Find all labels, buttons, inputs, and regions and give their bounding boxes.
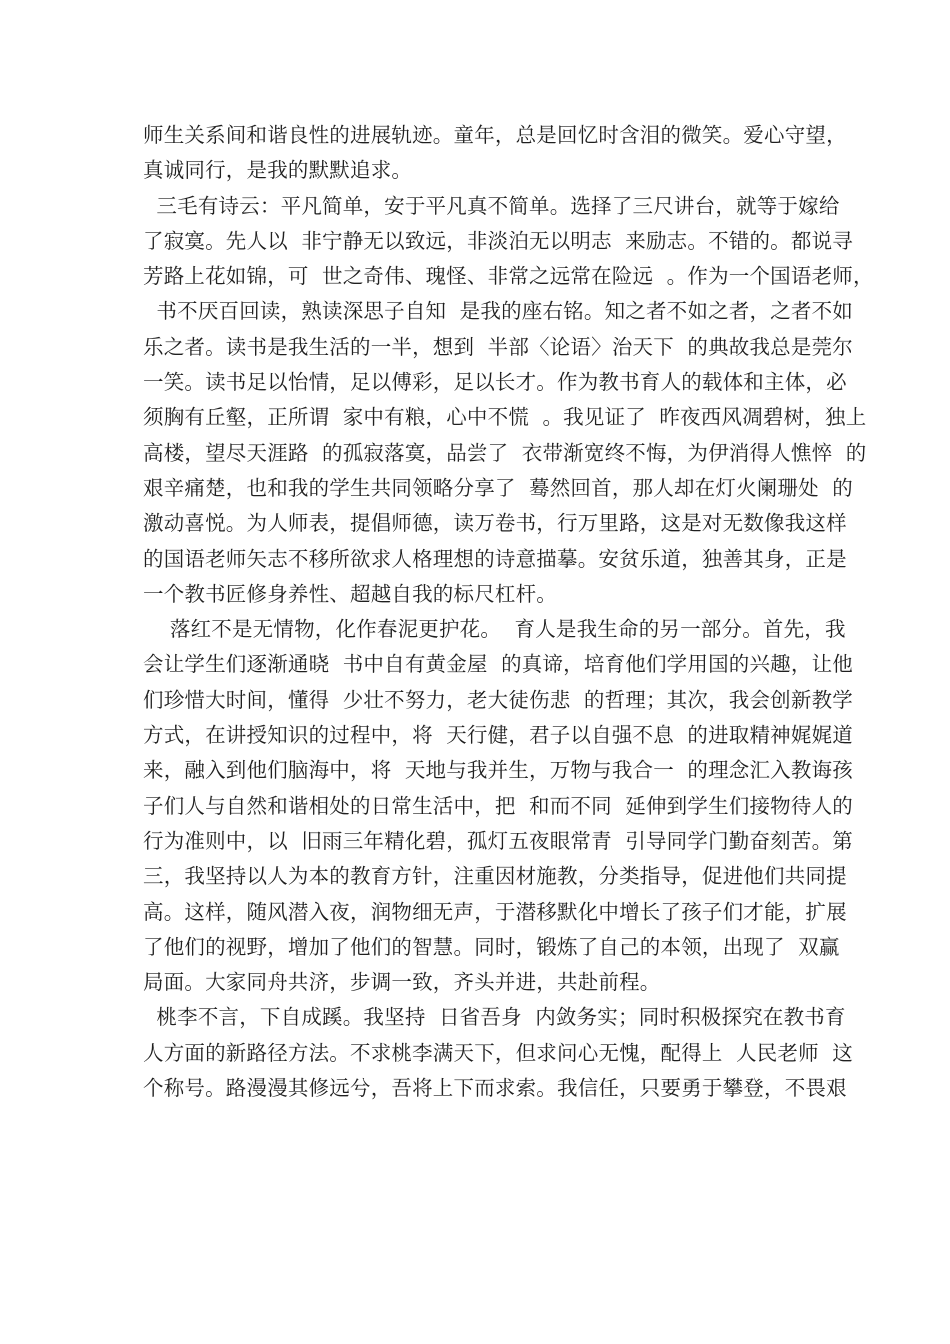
text-line: 们珍惜大时间，懂得 少壮不努力，老大徒伤悲 的哲理；其次，我会创新教学 bbox=[143, 687, 853, 712]
text-line: 芳路上花如锦，可 世之奇伟、瑰怪、非常之远常在险远 。作为一个国语老师， bbox=[143, 264, 874, 289]
text-line: 艰辛痛楚，也和我的学生共同领略分享了 蓦然回首，那人却在灯火阑珊处 的 bbox=[143, 475, 853, 500]
text-line: 会让学生们逐渐通晓 书中自有黄金屋 的真谛，培育他们学用国的兴趣，让他 bbox=[143, 652, 853, 677]
text-line: 三毛有诗云：平凡简单，安于平凡真不简单。选择了三尺讲台，就等于嫁给 bbox=[143, 193, 840, 218]
text-line: 子们人与自然和谐相处的日常生活中，把 和而不同 延伸到学生们接物待人的 bbox=[143, 793, 853, 818]
text-line: 真诚同行，是我的默默追求。 bbox=[143, 158, 413, 183]
text-line: 了他们的视野，增加了他们的智慧。同时，锻炼了自己的本领，出现了 双赢 bbox=[143, 934, 840, 959]
text-line: 高楼，望尽天涯路 的孤寂落寞，品尝了 衣带渐宽终不悔，为伊消得人憔悴 的 bbox=[143, 440, 867, 465]
text-line: 落红不是无情物，化作春泥更护花。 育人是我生命的另一部分。首先，我 bbox=[143, 617, 846, 642]
text-line: 局面。大家同舟共济，步调一致，齐头并进，共赴前程。 bbox=[143, 970, 661, 995]
text-line: 激动喜悦。为人师表，提倡师德，读万卷书，行万里路，这是对无数像我这样 bbox=[143, 511, 847, 536]
text-line: 一笑。读书足以怡情，足以傅彩，足以长才。作为教书育人的载体和主体，必 bbox=[143, 370, 847, 395]
text-line: 桃李不言，下自成蹊。我坚持 日省吾身 内敛务实；同时积极探究在教书育 bbox=[143, 1005, 846, 1030]
text-line: 来，融入到他们脑海中，将 天地与我并生，万物与我合一 的理念汇入教诲孩 bbox=[143, 758, 853, 783]
text-line: 须胸有丘壑，正所谓 家中有粮，心中不慌 。我见证了 昨夜西风凋碧树，独上 bbox=[143, 405, 867, 430]
text-line: 方式，在讲授知识的过程中，将 天行健，君子以自强不息 的进取精神娓娓道 bbox=[143, 723, 853, 748]
text-line: 个称号。路漫漫其修远兮，吾将上下而求索。我信任，只要勇于攀登，不畏艰 bbox=[143, 1076, 847, 1101]
text-line: 一个教书匠修身养性、超越自我的标尺杠杆。 bbox=[143, 581, 557, 606]
text-line: 人方面的新路径方法。不求桃李满天下，但求问心无愧，配得上 人民老师 这 bbox=[143, 1040, 853, 1065]
text-line: 高。这样，随风潜入夜，润物细无声，于潜移默化中增长了孩子们才能，扩展 bbox=[143, 899, 847, 924]
body-text bbox=[143, 118, 874, 1106]
text-line: 行为准则中，以 旧雨三年精化碧，孤灯五夜眼常青 引导同学门勤奋刻苦。第 bbox=[143, 828, 853, 853]
text-line: 三，我坚持以人为本的教育方针，注重因材施教，分类指导，促进他们共同提 bbox=[143, 864, 847, 889]
text-line: 乐之者。读书是我生活的一半，想到 半部〈论语〉治天下 的典故我总是莞尔 bbox=[143, 334, 853, 359]
text-line: 师生关系间和谐良性的进展轨迹。童年，总是回忆时含泪的微笑。爱心守望， bbox=[143, 123, 847, 147]
text-line: 书不厌百回读，熟读深思子自知 是我的座右铭。知之者不如之者，之者不如 bbox=[143, 299, 853, 324]
text-line: 了寂寞。先人以 非宁静无以致远，非淡泊无以明志 来励志。不错的。都说寻 bbox=[143, 228, 853, 253]
text-line: 的国语老师矢志不移所欲求人格理想的诗意描摹。安贫乐道，独善其身，正是 bbox=[143, 546, 847, 571]
